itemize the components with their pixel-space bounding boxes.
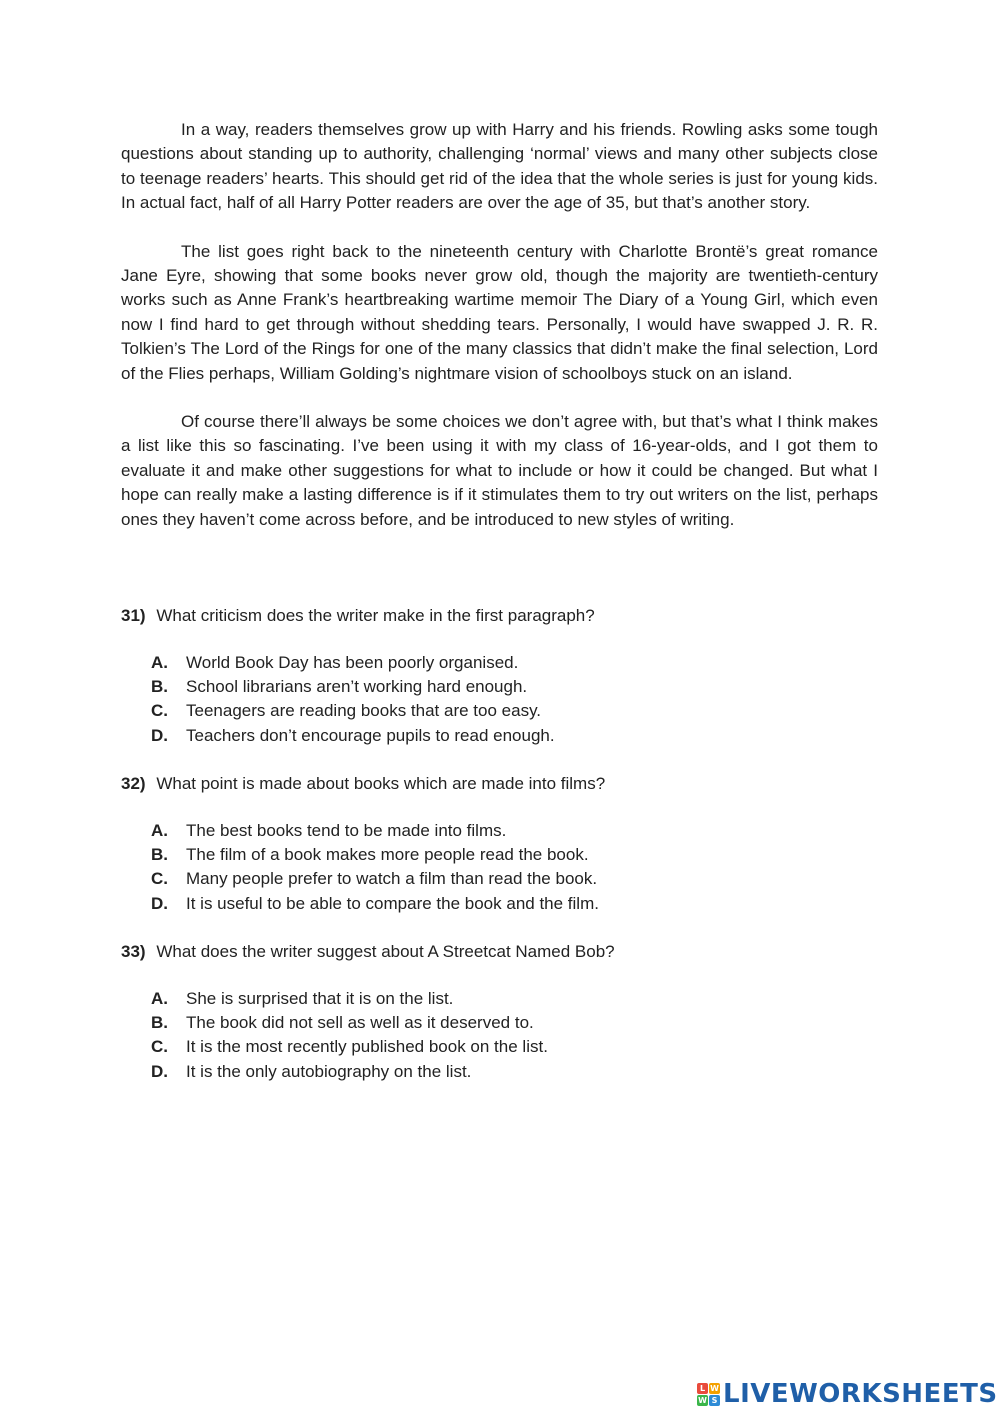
question-number: 31) (121, 606, 146, 626)
option-letter: A. (151, 820, 168, 840)
logo-tile: W (698, 1395, 707, 1405)
option-letter: A. (151, 652, 168, 672)
answer-options (121, 819, 878, 917)
option-letter: B. (151, 844, 168, 864)
option-text: The book did not sell as well as it deserved to. (186, 1012, 534, 1032)
question-text: What point is made about books which are made into films? (156, 774, 606, 794)
question-31-option-a[interactable] (151, 651, 878, 675)
option-letter: C. (151, 701, 168, 721)
logo-tile: L (697, 1383, 708, 1394)
option-letter: B. (151, 1012, 168, 1032)
liveworksheets-brand (697, 1378, 998, 1410)
question-32-prompt (121, 772, 878, 796)
option-text: Teenagers are reading books that are too easy. (186, 701, 542, 721)
question-33-option-c[interactable] (151, 1035, 878, 1059)
answer-options (121, 651, 878, 749)
option-text: Teachers don’t encourage pupils to read enough. (186, 725, 555, 745)
option-letter: D. (151, 893, 168, 913)
question-32-option-a[interactable] (151, 819, 878, 843)
question-33 (121, 940, 878, 1084)
question-31-option-b[interactable] (151, 675, 878, 699)
question-33-option-a[interactable] (151, 987, 878, 1011)
question-33-option-b[interactable] (151, 1011, 878, 1035)
option-letter: C. (151, 1037, 168, 1057)
option-text: She is surprised that it is on the list. (186, 988, 454, 1008)
question-text: What criticism does the writer make in the first paragraph? (156, 606, 595, 626)
question-31-option-d[interactable] (151, 724, 878, 748)
question-number: 33) (121, 942, 146, 962)
answer-options (121, 987, 878, 1085)
passage-paragraph-1: In a way, readers themselves grow up with Harry and his friends. Rowling asks some tough questions about standing up to authority, challenging ‘normal’ views and many other subjects close to teenage readers’ hearts. This should get rid of the idea that the whole series is just for young kids. In actual fact, half of all Harry Potter readers are over the age of 35, but that’s another story. (121, 120, 878, 213)
option-text: World Book Day has been poorly organised. (186, 652, 519, 672)
option-letter: A. (151, 988, 168, 1008)
question-text: What does the writer suggest about A Streetcat Named Bob? (156, 942, 615, 962)
option-letter: D. (151, 1061, 168, 1081)
question-32-option-d[interactable] (151, 892, 878, 916)
option-letter: B. (151, 676, 168, 696)
option-letter: C. (151, 869, 168, 889)
question-33-prompt (121, 940, 878, 964)
questions-section (121, 604, 878, 1084)
liveworksheets-logo-icon (697, 1383, 720, 1406)
option-text: It is the only autobiography on the list. (186, 1061, 472, 1081)
option-text: Many people prefer to watch a film than read the book. (186, 869, 598, 889)
question-33-option-d[interactable] (151, 1060, 878, 1084)
reading-passage (121, 118, 878, 532)
question-31 (121, 604, 878, 748)
option-letter: D. (151, 725, 168, 745)
question-32 (121, 772, 878, 916)
logo-tile: S (709, 1395, 720, 1406)
option-text: School librarians aren’t working hard enough. (186, 676, 528, 696)
question-31-option-c[interactable] (151, 699, 878, 723)
question-32-option-c[interactable] (151, 867, 878, 891)
option-text: It is the most recently published book on the list. (186, 1037, 548, 1057)
option-text: It is useful to be able to compare the book and the film. (186, 893, 599, 913)
passage-paragraph-2: The list goes right back to the nineteenth century with Charlotte Brontë’s great romance Jane Eyre, showing that some books never grow old, though the majority are twentieth-century works such as Anne Frank’s heartbreaking wartime memoir The Diary of a Young Girl, which even now I find hard to get through without shedding tears. Personally, I would have swapped J. R. R. Tolkien’s The Lord of the Rings for one of the many classics that didn’t make the final selection, Lord of the Flies perhaps, William Golding’s nightmare vision of schoolboys stuck on an island. (121, 241, 878, 383)
option-text: The best books tend to be made into films. (186, 820, 507, 840)
brand-name: LIVEWORKSHEETS (723, 1379, 998, 1409)
question-number: 32) (121, 774, 146, 794)
passage-paragraph-3: Of course there’ll always be some choices we don’t agree with, but that’s what I think makes a list like this so fascinating. I’ve been using it with my class of 16-year-olds, and I got them to evaluate it and make other suggestions for what to include or how it could be changed. But what I hope can really make a lasting difference is if it stimulates them to try out writers on the list, perhaps ones they haven’t come across before, and be introduced to new styles of writing. (121, 412, 878, 529)
logo-tile: W (710, 1383, 719, 1393)
question-32-option-b[interactable] (151, 843, 878, 867)
worksheet-page (121, 118, 878, 1108)
option-text: The film of a book makes more people read the book. (186, 844, 589, 864)
question-31-prompt (121, 604, 878, 628)
